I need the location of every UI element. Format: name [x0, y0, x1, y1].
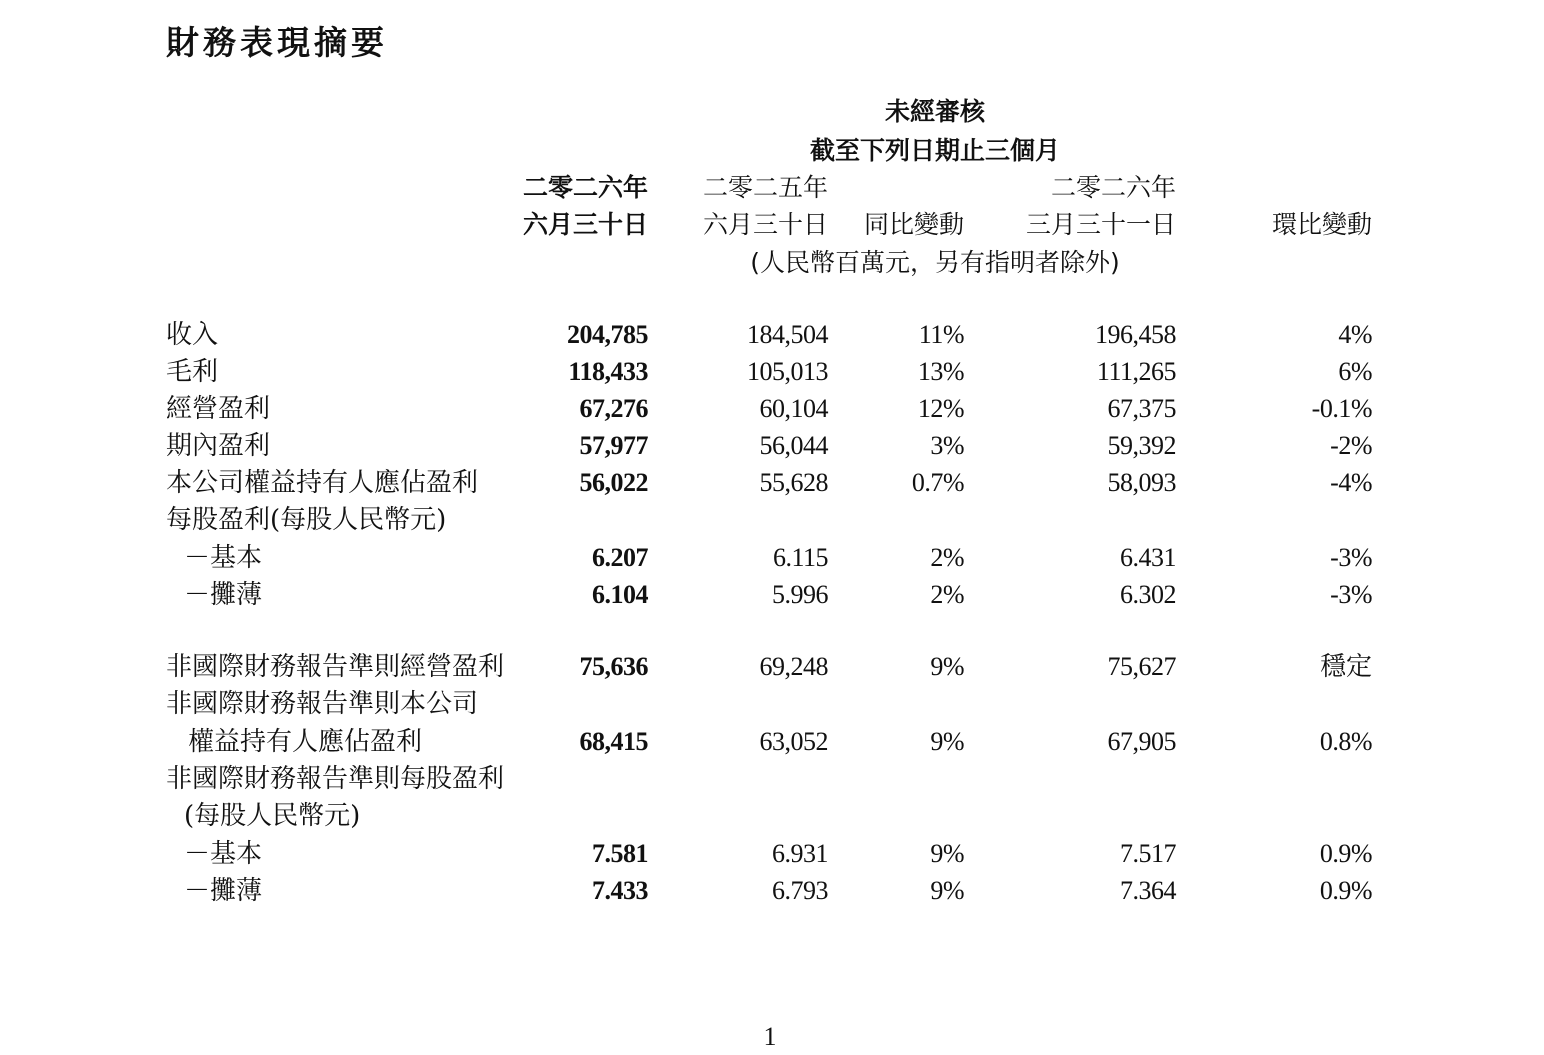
- row-label: 本公司權益持有人應佔盈利: [166, 468, 479, 498]
- cell-col5: -2%: [1330, 431, 1372, 460]
- row-label: －攤薄: [184, 580, 263, 610]
- cell-col2: 6.931: [772, 839, 828, 868]
- cell-col4: 7.364: [1120, 876, 1176, 905]
- cell-col3: 2%: [930, 580, 964, 609]
- cell-col1: 7.581: [592, 839, 648, 868]
- cell-col3: 0.7%: [911, 468, 964, 497]
- cell-col1: 57,977: [579, 431, 648, 460]
- cell-col1: 56,022: [579, 468, 648, 497]
- cell-col2: 60,104: [759, 394, 828, 423]
- cell-col2: 69,248: [759, 652, 828, 681]
- cell-col5: -4%: [1330, 468, 1372, 497]
- row-label: 收入: [166, 320, 219, 350]
- cell-col5: 0.9%: [1319, 876, 1372, 905]
- cell-col3: 2%: [930, 543, 964, 572]
- row-label: (每股人民幣元): [184, 801, 361, 831]
- cell-col4: 58,093: [1107, 468, 1176, 497]
- col4-header-line2: 三月三十一日: [1025, 210, 1176, 239]
- cell-col2: 55,628: [759, 468, 828, 497]
- col1-header-line2: 六月三十日: [522, 210, 648, 239]
- cell-col5: 4%: [1338, 320, 1372, 349]
- cell-col1: 204,785: [567, 320, 648, 349]
- header-unaudited: 未經審核: [884, 97, 985, 126]
- cell-col3: 9%: [930, 727, 964, 756]
- cell-col5: 0.9%: [1319, 839, 1372, 868]
- cell-col4: 6.431: [1120, 543, 1176, 572]
- cell-col5: -3%: [1330, 543, 1372, 572]
- cell-col5: 穩定: [1319, 652, 1372, 682]
- row-label: 每股盈利(每股人民幣元): [166, 505, 447, 535]
- cell-col3: 9%: [930, 652, 964, 681]
- cell-col3: 9%: [930, 876, 964, 905]
- row-label: 非國際財務報告準則經營盈利: [166, 652, 505, 682]
- cell-col1: 75,636: [579, 652, 648, 681]
- col5-header: 環比變動: [1271, 210, 1372, 239]
- cell-col5: -0.1%: [1311, 394, 1372, 423]
- cell-col3: 9%: [930, 839, 964, 868]
- row-label: 經營盈利: [166, 394, 271, 424]
- page-title: 財務表現摘要: [166, 23, 388, 62]
- cell-col4: 67,905: [1107, 727, 1176, 756]
- cell-col1: 6.207: [592, 543, 648, 572]
- cell-col1: 67,276: [579, 394, 648, 423]
- cell-col1: 118,433: [568, 357, 648, 386]
- row-label: 權益持有人應佔盈利: [188, 727, 423, 757]
- cell-col3: 3%: [930, 431, 964, 460]
- cell-col1: 7.433: [592, 876, 648, 905]
- cell-col3: 12%: [917, 394, 964, 423]
- cell-col2: 63,052: [759, 727, 828, 756]
- cell-col4: 67,375: [1107, 394, 1176, 423]
- cell-col5: 0.8%: [1319, 727, 1372, 756]
- col3-header: 同比變動: [863, 210, 964, 239]
- cell-col4: 196,458: [1095, 320, 1176, 349]
- row-label: －基本: [184, 839, 263, 869]
- cell-col2: 6.793: [772, 876, 828, 905]
- cell-col1: 68,415: [579, 727, 648, 756]
- col2-header-line1: 二零二五年: [702, 173, 828, 202]
- cell-col3: 11%: [918, 320, 964, 349]
- cell-col4: 7.517: [1120, 839, 1176, 868]
- cell-col2: 5.996: [772, 580, 828, 609]
- cell-col4: 6.302: [1120, 580, 1176, 609]
- row-label: 非國際財務報告準則本公司: [166, 689, 479, 719]
- row-label: －基本: [184, 543, 263, 573]
- row-label: 毛利: [166, 357, 219, 387]
- page-number: 1: [763, 1022, 777, 1051]
- cell-col2: 56,044: [759, 431, 828, 460]
- cell-col4: 111,265: [1096, 357, 1176, 386]
- cell-col1: 6.104: [592, 580, 648, 609]
- cell-col2: 6.115: [772, 543, 828, 572]
- header-period: 截至下列日期止三個月: [809, 136, 1060, 165]
- col4-header-line1: 二零二六年: [1050, 173, 1176, 202]
- cell-col2: 105,013: [747, 357, 828, 386]
- cell-col4: 75,627: [1107, 652, 1176, 681]
- col1-header-line1: 二零二六年: [522, 173, 648, 202]
- row-label: 非國際財務報告準則每股盈利: [166, 764, 505, 794]
- cell-col2: 184,504: [747, 320, 828, 349]
- cell-col3: 13%: [917, 357, 964, 386]
- unit-note: (人民幣百萬元，另有指明者除外): [750, 248, 1120, 277]
- cell-col4: 59,392: [1107, 431, 1176, 460]
- row-label: 期內盈利: [166, 431, 271, 461]
- cell-col5: 6%: [1338, 357, 1372, 386]
- row-label: －攤薄: [184, 876, 263, 906]
- cell-col5: -3%: [1330, 580, 1372, 609]
- col2-header-line2: 六月三十日: [702, 210, 828, 239]
